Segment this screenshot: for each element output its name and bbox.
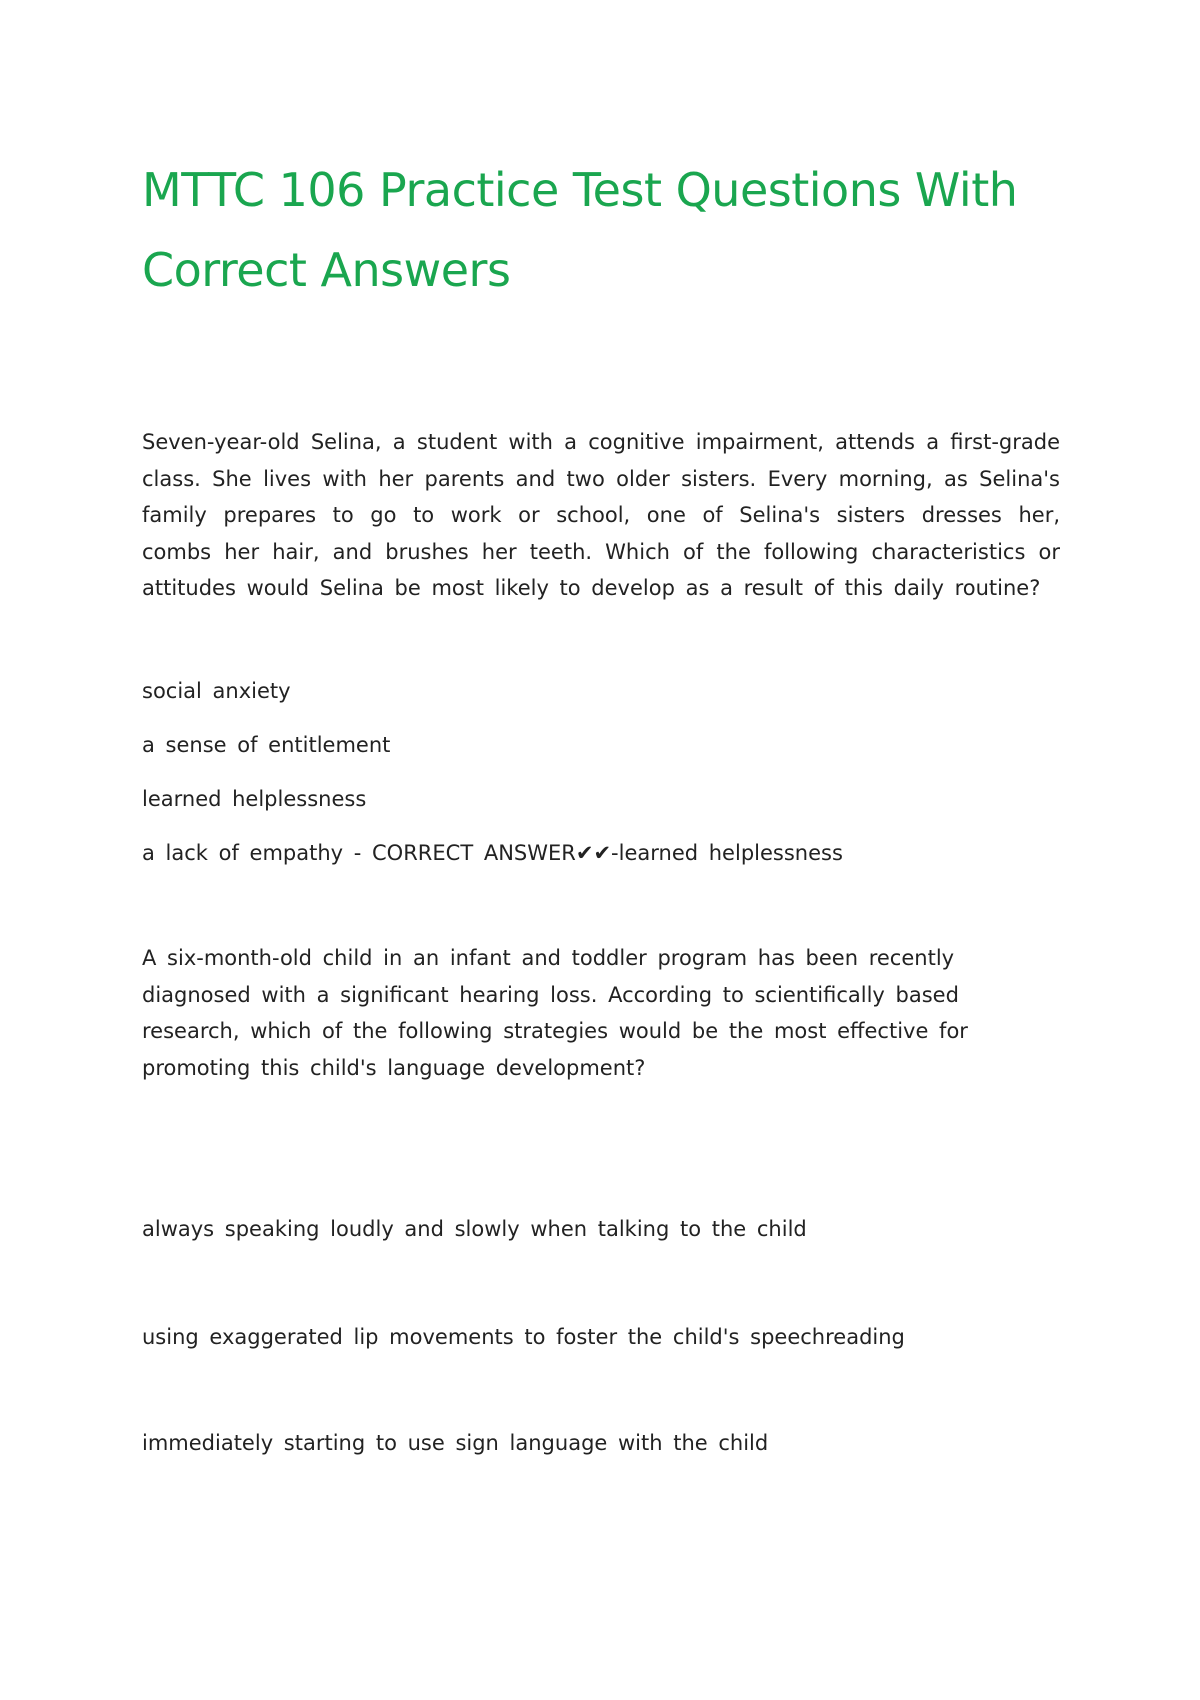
page-title: MTTC 106 Practice Test Questions With Correct Answers — [142, 163, 1018, 297]
question-2-prompt: A six-month-old child in an infant and toddler program has been recently diagnosed with a significant hearing loss. According to scientifically based research, which of the following strategies would be the most effective for promoting this child's language development? — [142, 946, 968, 1080]
question-2-option: using exaggerated lip movements to foster the child's speechreading — [142, 1325, 905, 1349]
question-1-option: a sense of entitlement — [142, 733, 391, 757]
question-2-option: immediately starting to use sign language with the child — [142, 1431, 769, 1455]
question-1-option-with-answer: a lack of empathy - CORRECT ANSWER✔✔-learned helplessness — [142, 841, 843, 865]
question-1-option: learned helplessness — [142, 787, 367, 811]
question-1-prompt: Seven-year-old Selina, a student with a cognitive impairment, attends a first-grade class. She lives with her parents and two older sisters. Every morning, as Selina's family prepares to go to work or school, one of Selina's sisters dresses her, combs her hair, and brushes her teeth. Which of the following characteristics or attitudes would Selina be most likely to develop as a result of this daily routine? — [142, 430, 1060, 600]
question-1-option: social anxiety — [142, 679, 291, 703]
question-2-option: always speaking loudly and slowly when talking to the child — [142, 1217, 807, 1241]
